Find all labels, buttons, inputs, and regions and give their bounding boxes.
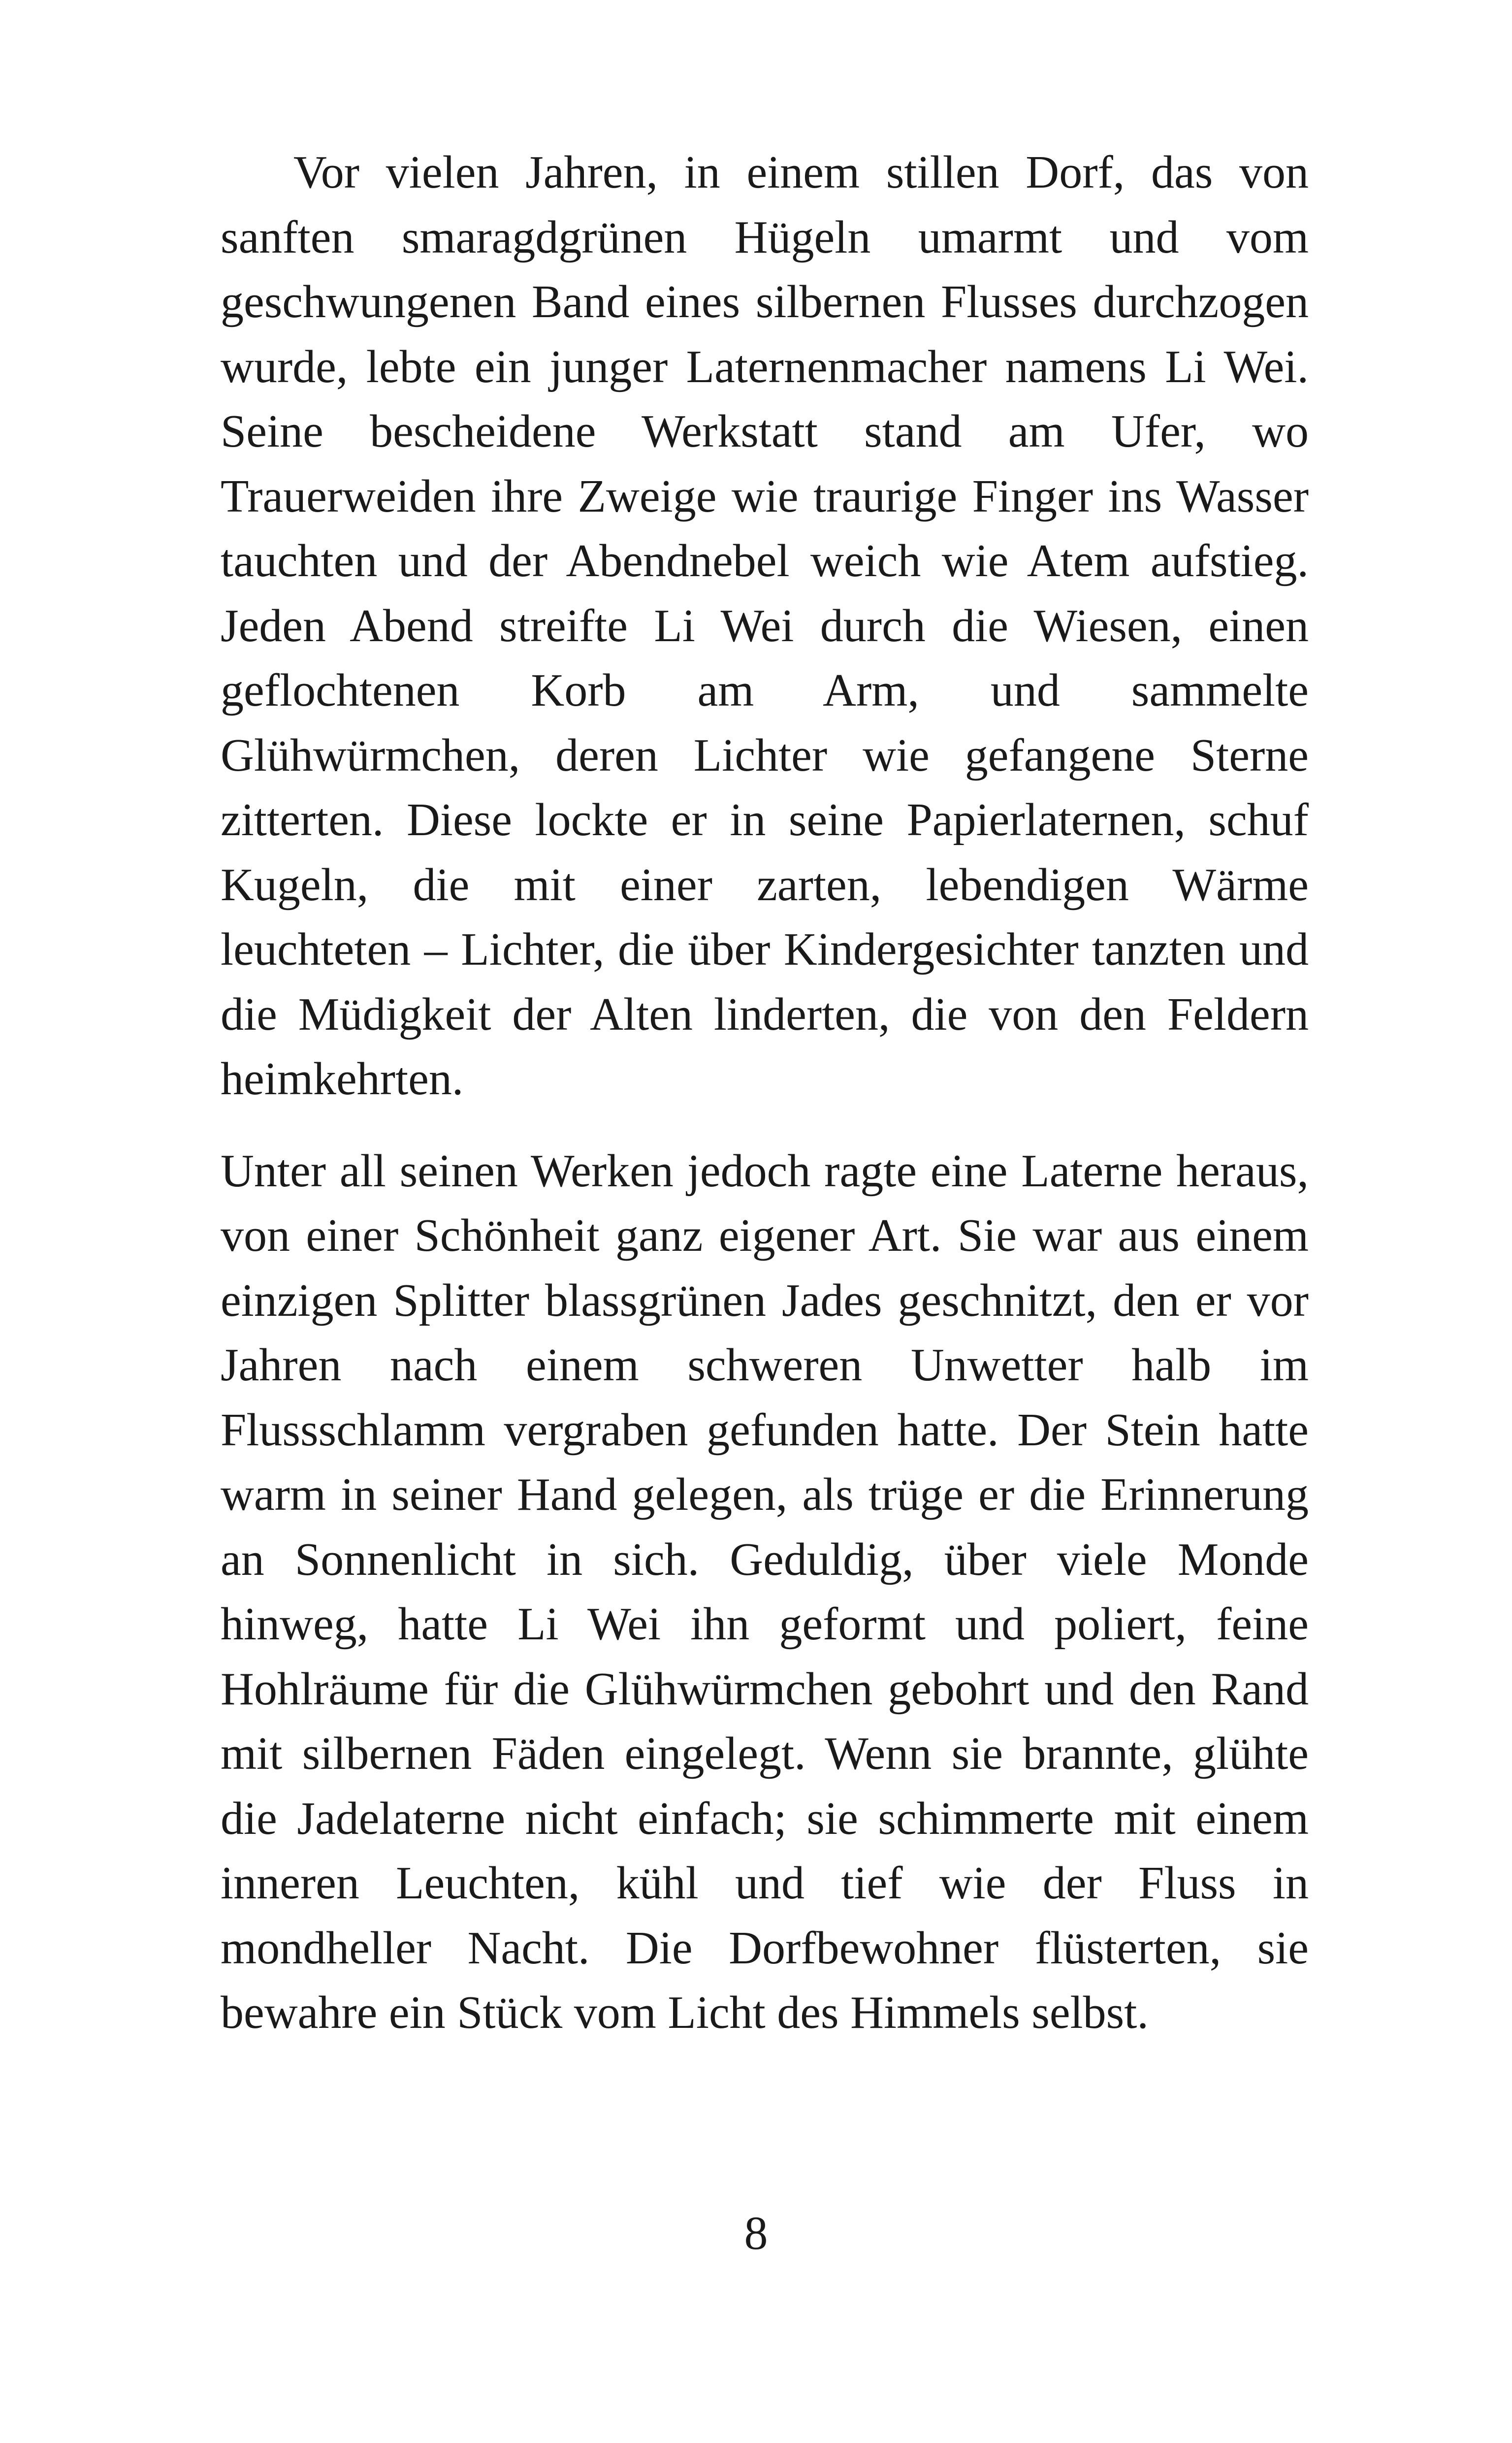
body-text [221, 140, 1309, 2046]
page-number: 8 [744, 2207, 768, 2259]
paragraph-1: Vor vielen Jahren, in einem stillen Dorf, das von sanften smaragdgrünen Hügeln umarmt und vom geschwungenen Band eines silbernen Flusses durchzogen wurde, lebte ein junger Laternenmacher namens Li Wei. Seine bescheidene Werkstatt stand am Ufer, wo Trauerweiden ihre Zweige wie traurige Finger ins Wasser tauchten und der Abendnebel weich wie Atem aufstieg. Jeden Abend streifte Li Wei durch die Wiesen, einen geflochtenen Korb am Arm, und sammelte Glühwürmchen, deren Lichter wie gefangene Sterne zitterten. Diese lockte er in seine Papierlaternen, schuf Kugeln, die mit einer zarten, lebendigen Wärme leuchteten – Lichter, die über Kindergesichter tanzten und die Müdigkeit der Alten linderten, die von den Feldern heimkehrten. [221, 147, 1309, 1105]
paragraph-2: Unter all seinen Werken jedoch ragte eine Laterne heraus, von einer Schönheit ganz eigener Art. Sie war aus einem einzigen Splitter blassgrünen Jades geschnitzt, den er vor Jahren nach einem schweren Unwetter halb im Flussschlamm vergraben gefunden hatte. Der Stein hatte warm in seiner Hand gelegen, als trüge er die Erinnerung an Sonnenlicht in sich. Geduldig, über viele Monde hinweg, hatte Li Wei ihn geformt und poliert, feine Hohlräume für die Glühwürmchen gebohrt und den Rand mit silbernen Fäden eingelegt. Wenn sie brannte, glühte die Jadelaterne nicht einfach; sie schimmerte mit einem inneren Leuchten, kühl und tief wie der Fluss in mondheller Nacht. Die Dorfbewohner flüsterten, sie bewahre ein Stück vom Licht des Himmels selbst. [221, 1145, 1309, 2038]
